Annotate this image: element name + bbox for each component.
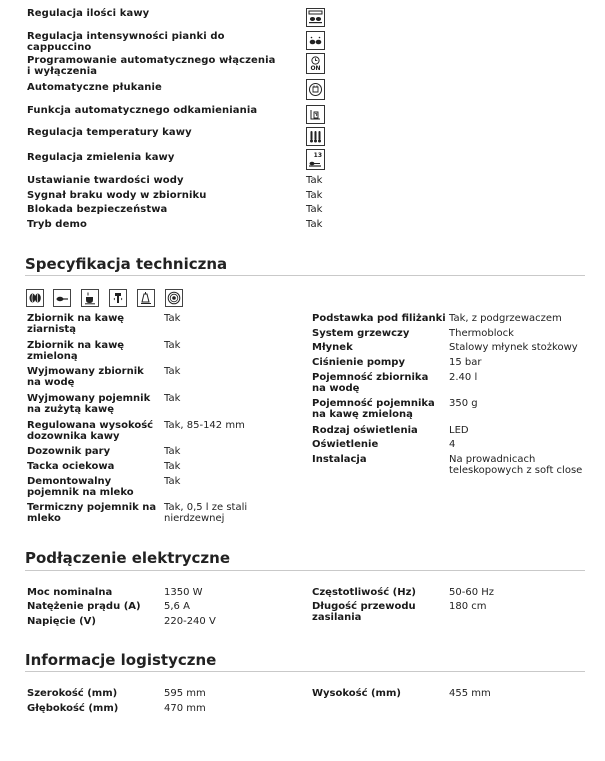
steam-nozzle-icon	[109, 289, 127, 307]
feature-row	[27, 127, 587, 149]
ground-coffee-spoon-icon	[53, 289, 71, 307]
spec-value: Tak	[164, 446, 181, 457]
spec-label: Tacka ociekowa	[27, 461, 115, 472]
electric-label: Długość przewodu zasilania	[312, 601, 416, 623]
feature-label: Regulacja zmielenia kawy	[27, 152, 175, 163]
feature-label: Blokada bezpieczeństwa	[27, 204, 168, 215]
electric-value: 220-240 V	[164, 616, 216, 627]
spec-label: Młynek	[312, 342, 353, 353]
spec-label: Instalacja	[312, 454, 367, 465]
spec-label: Dozownik pary	[27, 446, 111, 457]
logistics-value: 595 mm	[164, 688, 206, 699]
electric-label: Moc nominalna	[27, 587, 113, 598]
feature-row	[27, 219, 587, 232]
heating-plate-icon	[165, 289, 183, 307]
grind-setting-icon	[306, 149, 325, 170]
feature-value: Tak	[306, 190, 323, 201]
spec-value: Stalowy młynek stożkowy	[449, 342, 578, 353]
descaling-icon	[306, 105, 325, 124]
feature-row	[27, 175, 587, 188]
clock-on-icon-text: ON	[310, 64, 321, 72]
feature-row	[27, 82, 587, 104]
feature-row	[27, 55, 587, 79]
electric-value: 50-60 Hz	[449, 587, 495, 598]
spec-label: Termiczny pojemnik na mleko	[27, 502, 157, 524]
electric-value: 1350 W	[164, 587, 203, 598]
electric-value: 180 cm	[449, 601, 487, 612]
feature-value: Tak	[306, 204, 323, 215]
auto-rinse-icon	[306, 79, 325, 100]
spec-value: Tak	[164, 461, 181, 472]
feature-row	[27, 105, 587, 127]
spec-value: Tak	[164, 340, 181, 351]
feature-row	[27, 8, 587, 30]
feature-row	[27, 190, 587, 203]
grind-setting-icon-text: 13	[313, 151, 322, 159]
feature-label: Regulacja ilości kawy	[27, 8, 150, 19]
spec-label: Regulowana wysokość dozownika kawy	[27, 420, 154, 442]
feature-value: Tak	[306, 219, 323, 230]
foam-cups-icon	[306, 31, 325, 50]
feature-label: Programowanie automatycznego włączenia i wyłączenia	[27, 55, 276, 77]
feature-label: Regulacja intensywności pianki do cappuccino	[27, 31, 225, 53]
spec-label: Zbiornik na kawę ziarnistą	[27, 313, 125, 335]
spec-label: Wyjmowany pojemnik na zużytą kawę	[27, 393, 151, 415]
spec-label: System grzewczy	[312, 328, 410, 339]
spec-label: Rodzaj oświetlenia	[312, 425, 418, 436]
spec-value: Thermoblock	[449, 328, 514, 339]
logistics-value: 470 mm	[164, 703, 206, 714]
spec-value: LED	[449, 425, 469, 436]
spec-value: 15 bar	[449, 357, 482, 368]
spec-label: Demontowalny pojemnik na mleko	[27, 476, 134, 498]
spec-value: Tak, z podgrzewaczem	[449, 313, 562, 324]
spec-value: Tak	[164, 366, 181, 377]
logistics-label: Wysokość (mm)	[312, 688, 401, 699]
feature-value: Tak	[306, 175, 323, 186]
section-divider	[25, 275, 585, 276]
spec-value: Na prowadnicach teleskopowych z soft close	[449, 454, 583, 476]
feature-label: Ustawianie twardości wody	[27, 175, 184, 186]
spec-value: Tak	[164, 313, 181, 324]
electric-value: 5,6 A	[164, 601, 190, 612]
spec-value: Tak	[164, 476, 181, 487]
feature-label: Sygnał braku wody w zbiorniku	[27, 190, 207, 201]
spec-value: Tak, 0,5 l ze stali nierdzewnej	[164, 502, 248, 524]
section-heading-logistics: Informacje logistyczne	[25, 651, 217, 669]
section-heading-spec: Specyfikacja techniczna	[25, 255, 228, 273]
spec-value: 350 g	[449, 398, 478, 409]
feature-label: Funkcja automatycznego odkamieniania	[27, 105, 258, 116]
spec-value: Tak, 85-142 mm	[164, 420, 245, 431]
spec-label: Wyjmowany zbiornik na wodę	[27, 366, 144, 388]
section-heading-electric: Podłączenie elektryczne	[25, 549, 231, 567]
coffee-cups-icon	[306, 8, 325, 27]
electric-label: Częstotliwość (Hz)	[312, 587, 416, 598]
electric-label: Natężenie prądu (A)	[27, 601, 141, 612]
logistics-value: 455 mm	[449, 688, 491, 699]
logistics-label: Głębokość (mm)	[27, 703, 119, 714]
electric-label: Napięcie (V)	[27, 616, 96, 627]
cup-icon	[81, 289, 99, 307]
spec-label: Zbiornik na kawę zmieloną	[27, 340, 125, 362]
spec-value: Tak	[164, 393, 181, 404]
spec-label: Oświetlenie	[312, 439, 379, 450]
feature-row	[27, 204, 587, 217]
milk-jug-icon	[137, 289, 155, 307]
section-divider	[25, 570, 585, 571]
spec-label: Pojemność pojemnika na kawę zmieloną	[312, 398, 435, 420]
feature-row	[27, 31, 587, 53]
coffee-beans-icon	[26, 289, 44, 307]
spec-label: Podstawka pod filiżanki	[312, 313, 446, 324]
feature-label: Tryb demo	[27, 219, 87, 230]
feature-row	[27, 152, 587, 174]
spec-label: Pojemność zbiornika na wodę	[312, 372, 429, 394]
spec-value: 2.40 l	[449, 372, 478, 383]
logistics-label: Szerokość (mm)	[27, 688, 118, 699]
thermometers-icon	[306, 127, 325, 146]
feature-label: Automatyczne płukanie	[27, 82, 162, 93]
spec-value: 4	[449, 439, 456, 450]
section-divider	[25, 671, 585, 672]
spec-label: Ciśnienie pompy	[312, 357, 405, 368]
feature-label: Regulacja temperatury kawy	[27, 127, 192, 138]
clock-on-icon	[306, 53, 325, 74]
